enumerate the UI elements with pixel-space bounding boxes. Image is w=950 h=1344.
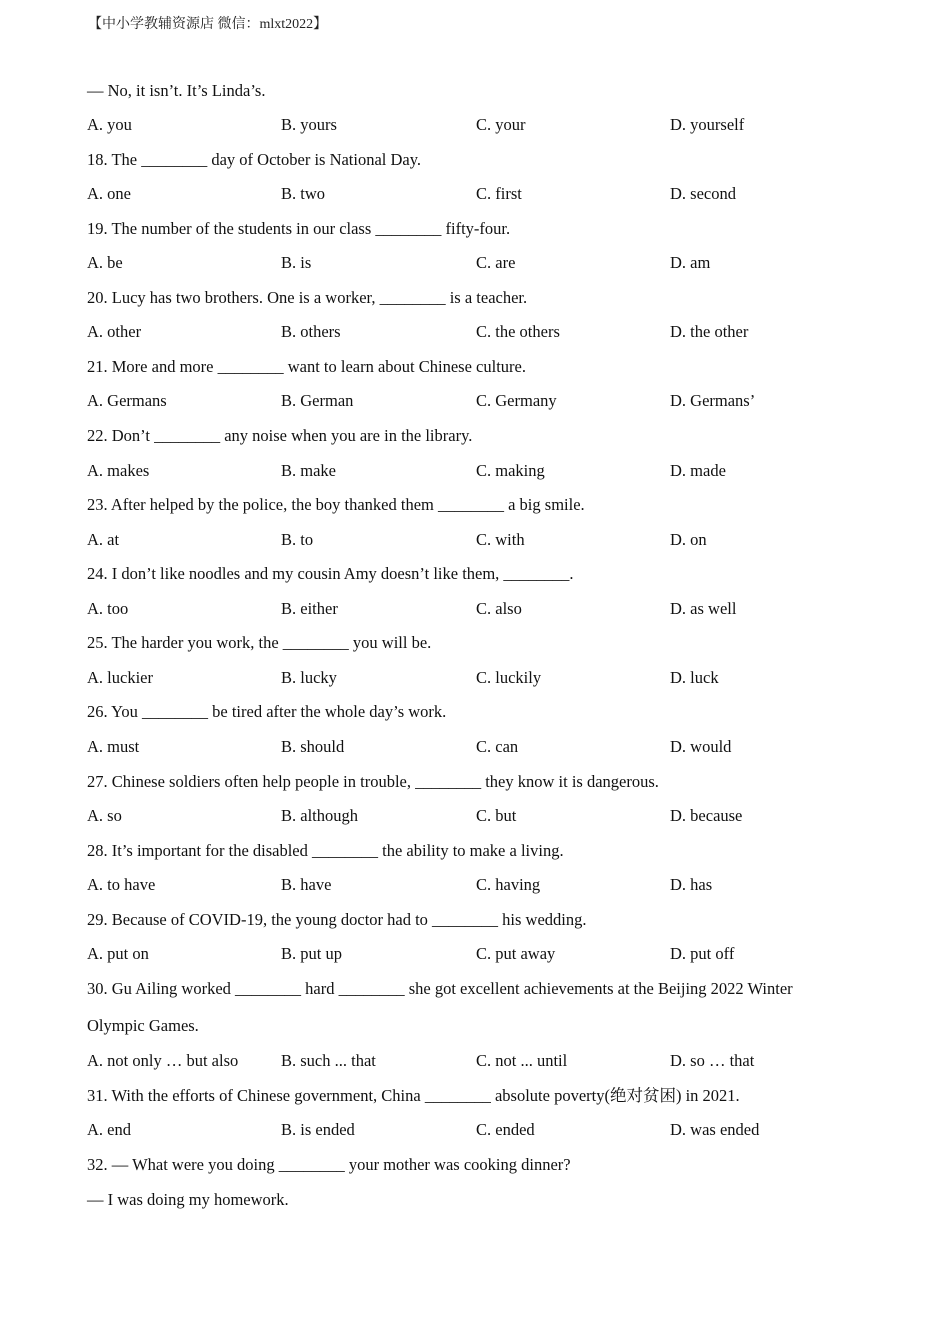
option-d: D. as well	[670, 599, 737, 618]
option-d: D. the other	[670, 322, 749, 341]
option-c: C. with	[476, 530, 525, 549]
question-line: 21. More and more ________ want to learn about Chinese culture.	[87, 357, 526, 376]
question-line: — No, it isn’t. It’s Linda’s.	[87, 81, 266, 100]
option-a: A. be	[87, 253, 123, 272]
option-b: B. German	[281, 391, 354, 410]
question-line: 32. — What were you doing ________ your mother was cooking dinner?	[87, 1155, 571, 1174]
options-row	[87, 322, 867, 342]
question-line: 20. Lucy has two brothers. One is a worker, ________ is a teacher.	[87, 288, 528, 307]
option-a: A. end	[87, 1120, 131, 1139]
question-line: 24. I don’t like noodles and my cousin Amy doesn’t like them, ________.	[87, 564, 574, 583]
question-line: 22. Don’t ________ any noise when you are in the library.	[87, 426, 473, 445]
option-d: D. because	[670, 806, 743, 825]
option-a: A. luckier	[87, 668, 153, 687]
options-row	[87, 1051, 867, 1071]
question-line: 27. Chinese soldiers often help people in trouble, ________ they know it is dangerous.	[87, 772, 659, 791]
question-line: Olympic Games.	[87, 1016, 199, 1035]
option-d: D. on	[670, 530, 707, 549]
options-row	[87, 391, 867, 411]
option-b: B. such ... that	[281, 1051, 376, 1070]
option-d: D. second	[670, 184, 736, 203]
option-c: C. luckily	[476, 668, 542, 687]
question-line: 25. The harder you work, the ________ you will be.	[87, 633, 432, 652]
question-line: 29. Because of COVID-19, the young doctor had to ________ his wedding.	[87, 910, 587, 929]
option-c: C. are	[476, 253, 516, 272]
option-d: D. would	[670, 737, 732, 756]
option-b: B. have	[281, 875, 332, 894]
option-d: D. has	[670, 875, 713, 894]
option-a: A. put on	[87, 944, 149, 963]
option-a: A. makes	[87, 461, 150, 480]
options-row	[87, 944, 867, 964]
options-row	[87, 806, 867, 826]
options-row	[87, 530, 867, 550]
option-a: A. not only … but also	[87, 1051, 239, 1070]
option-a: A. so	[87, 806, 122, 825]
option-d: D. am	[670, 253, 711, 272]
question-line: 28. It’s important for the disabled ________ the ability to make a living.	[87, 841, 564, 860]
question-line: — I was doing my homework.	[87, 1190, 289, 1209]
options-row	[87, 115, 867, 135]
option-c: C. making	[476, 461, 545, 480]
option-a: A. too	[87, 599, 129, 618]
option-b: B. put up	[281, 944, 342, 963]
option-c: C. put away	[476, 944, 556, 963]
question-line: 26. You ________ be tired after the whole day’s work.	[87, 702, 447, 721]
option-b: B. although	[281, 806, 358, 825]
option-b: B. should	[281, 737, 345, 756]
option-a: A. must	[87, 737, 140, 756]
header-watermark: 【中小学教辅资源店 微信：mlxt2022】	[88, 17, 328, 32]
question-line: 30. Gu Ailing worked ________ hard ________ she got excellent achievements at the Beijing 2022 Winter	[87, 979, 793, 998]
option-a: A. you	[87, 115, 132, 134]
option-d: D. Germans’	[670, 391, 756, 410]
options-row	[87, 253, 867, 273]
option-d: D. was ended	[670, 1120, 760, 1139]
option-b: B. two	[281, 184, 326, 203]
option-b: B. make	[281, 461, 336, 480]
question-line: 31. With the efforts of Chinese government, China ________ absolute poverty(绝对贫困) in 2021.	[87, 1086, 740, 1105]
option-c: C. Germany	[476, 391, 557, 410]
options-row	[87, 737, 867, 757]
options-row	[87, 461, 867, 481]
option-c: C. ended	[476, 1120, 535, 1139]
option-b: B. is ended	[281, 1120, 355, 1139]
options-row	[87, 599, 867, 619]
option-b: B. lucky	[281, 668, 337, 687]
option-c: C. having	[476, 875, 541, 894]
option-a: A. other	[87, 322, 142, 341]
option-b: B. others	[281, 322, 341, 341]
option-c: C. the others	[476, 322, 560, 341]
option-a: A. to have	[87, 875, 156, 894]
option-b: B. either	[281, 599, 338, 618]
options-row	[87, 184, 867, 204]
option-c: C. also	[476, 599, 522, 618]
question-line: 18. The ________ day of October is National Day.	[87, 150, 422, 169]
options-row	[87, 875, 867, 895]
option-d: D. so … that	[670, 1051, 755, 1070]
option-d: D. put off	[670, 944, 735, 963]
question-line: 19. The number of the students in our class ________ fifty-four.	[87, 219, 511, 238]
option-b: B. yours	[281, 115, 337, 134]
option-d: D. luck	[670, 668, 719, 687]
option-d: D. made	[670, 461, 726, 480]
options-row	[87, 1120, 867, 1140]
options-row	[87, 668, 867, 688]
option-c: C. first	[476, 184, 522, 203]
option-a: A. Germans	[87, 391, 167, 410]
option-b: B. is	[281, 253, 312, 272]
option-c: C. can	[476, 737, 519, 756]
option-b: B. to	[281, 530, 314, 549]
option-d: D. yourself	[670, 115, 745, 134]
option-c: C. but	[476, 806, 517, 825]
question-line: 23. After helped by the police, the boy thanked them ________ a big smile.	[87, 495, 585, 514]
option-c: C. your	[476, 115, 526, 134]
option-a: A. at	[87, 530, 120, 549]
option-c: C. not ... until	[476, 1051, 568, 1070]
option-a: A. one	[87, 184, 131, 203]
